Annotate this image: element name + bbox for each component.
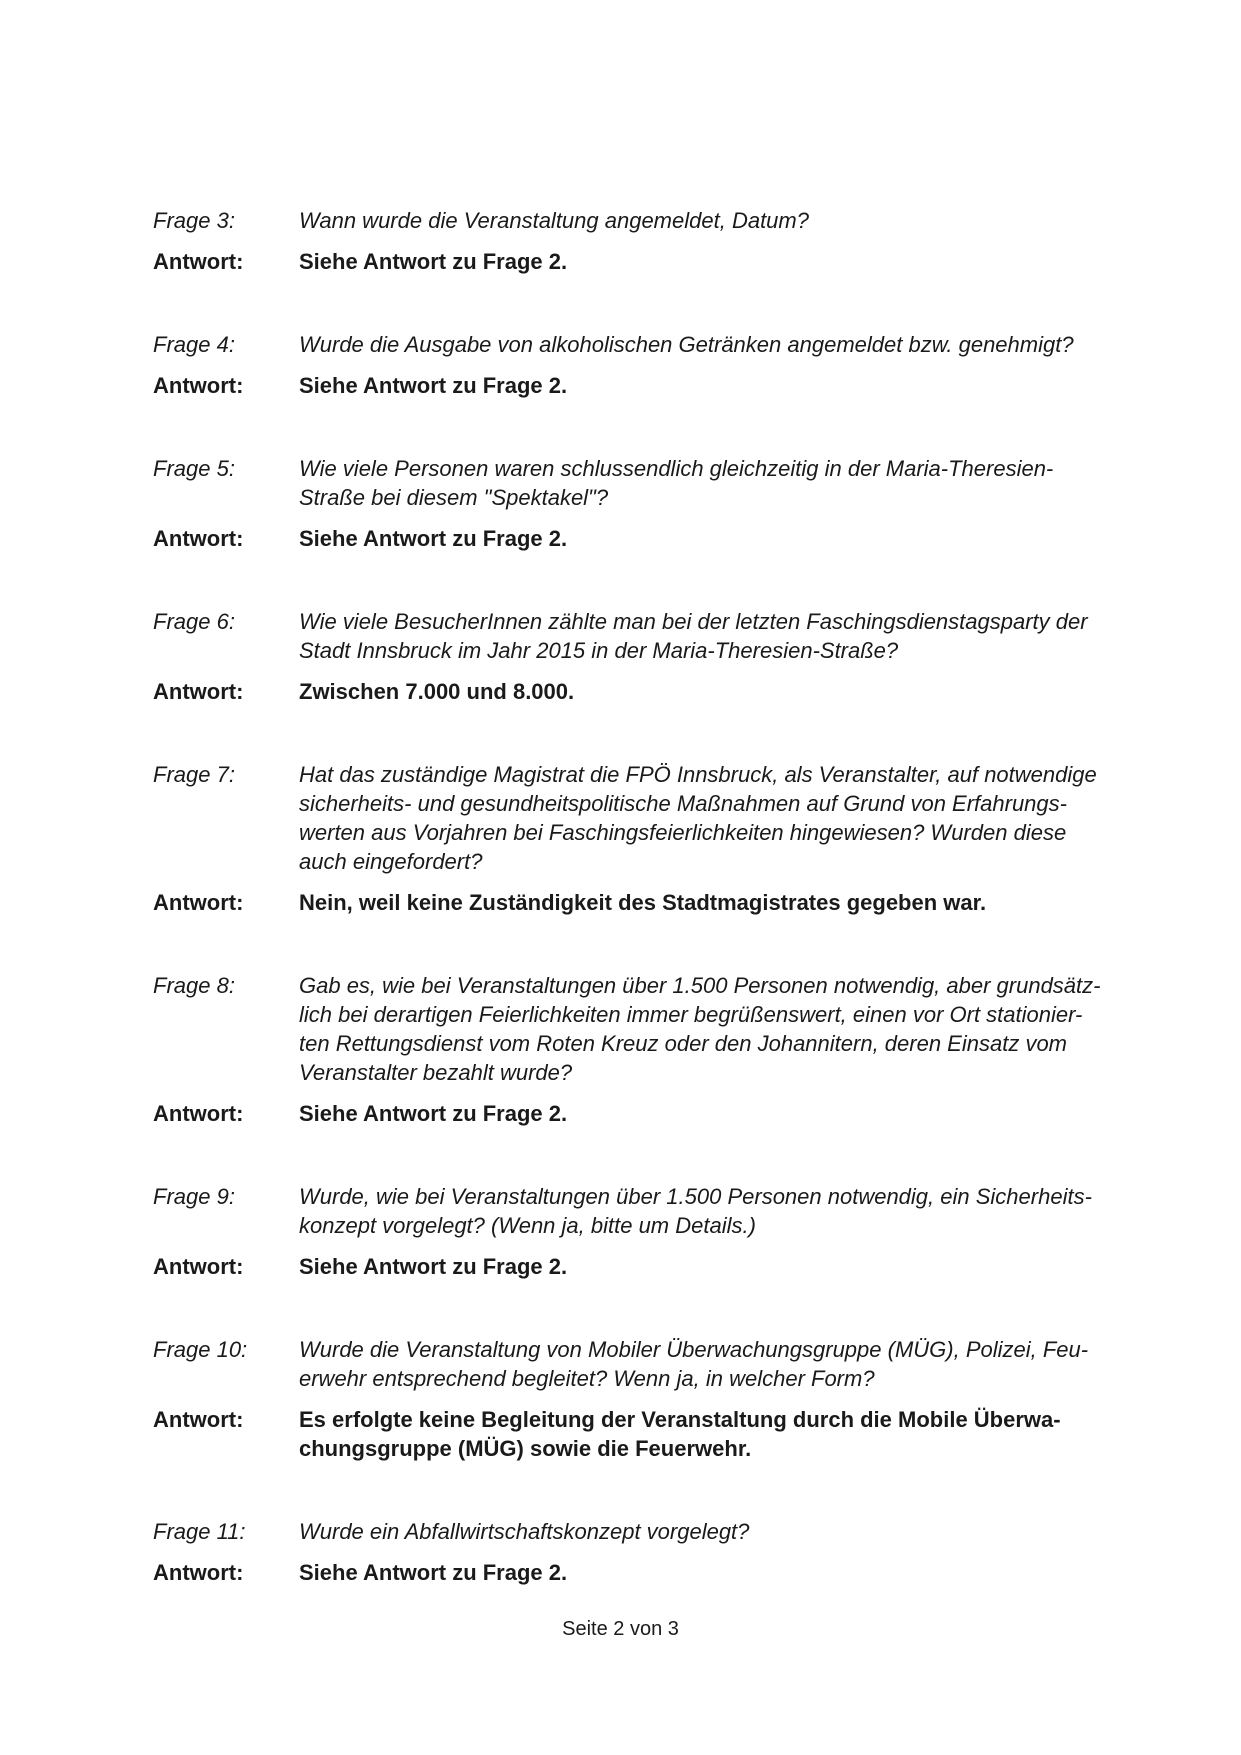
question-line: werten aus Vorjahren bei Faschingsfeierlichkeiten hingewiesen? Wurden diese	[299, 820, 1067, 845]
question-line: Hat das zuständige Magistrat die FPÖ Innsbruck, als Veranstalter, auf notwendige	[299, 762, 1097, 787]
question-line: Wurde ein Abfallwirtschaftskonzept vorgelegt?	[299, 1519, 750, 1544]
answer-line: Zwischen 7.000 und 8.000.	[299, 679, 575, 704]
qa-block-frage-7	[153, 760, 1143, 917]
answer-row	[153, 247, 1143, 276]
question-text	[299, 1182, 1143, 1240]
answer-row	[153, 1405, 1143, 1463]
answer-row	[153, 1252, 1143, 1281]
answer-line: chungsgruppe (MÜG) sowie die Feuerwehr.	[299, 1436, 752, 1461]
question-line: lich bei derartigen Feierlichkeiten immer begrüßenswert, einen vor Ort stationier-	[299, 1002, 1083, 1027]
question-line: auch eingefordert?	[299, 849, 483, 874]
qa-block-frage-3	[153, 206, 1143, 276]
question-text	[299, 760, 1143, 876]
question-label: Frage 4:	[153, 332, 235, 357]
answer-line: Siehe Antwort zu Frage 2.	[299, 373, 568, 398]
question-row	[153, 1182, 1143, 1240]
question-line: Wurde, wie bei Veranstaltungen über 1.500 Personen notwendig, ein Sicherheits-	[299, 1184, 1092, 1209]
answer-text	[299, 1099, 1143, 1128]
qa-block-frage-5	[153, 454, 1143, 553]
question-line: konzept vorgelegt? (Wenn ja, bitte um Details.)	[299, 1213, 756, 1238]
question-label: Frage 7:	[153, 762, 235, 787]
page-number-footer: Seite 2 von 3	[562, 1618, 679, 1640]
question-text	[299, 330, 1143, 359]
question-line: Veranstalter bezahlt wurde?	[299, 1060, 573, 1085]
answer-row	[153, 677, 1143, 706]
question-text	[299, 454, 1143, 512]
answer-row	[153, 371, 1143, 400]
answer-row	[153, 524, 1143, 553]
answer-text	[299, 371, 1143, 400]
answer-text	[299, 1558, 1143, 1587]
question-row	[153, 971, 1143, 1087]
qa-block-frage-6	[153, 607, 1143, 706]
qa-block-frage-4	[153, 330, 1143, 400]
qa-block-frage-8	[153, 971, 1143, 1128]
answer-label: Antwort:	[153, 526, 244, 551]
question-text	[299, 1335, 1143, 1393]
question-row	[153, 454, 1143, 512]
question-line: Straße bei diesem "Spektakel"?	[299, 485, 609, 510]
answer-line: Siehe Antwort zu Frage 2.	[299, 1101, 568, 1126]
question-label: Frage 5:	[153, 456, 235, 481]
qa-block-frage-11	[153, 1517, 1143, 1587]
question-line: Wurde die Veranstaltung von Mobiler Überwachungsgruppe (MÜG), Polizei, Feu-	[299, 1337, 1089, 1362]
question-text	[299, 1517, 1143, 1546]
question-row	[153, 1517, 1143, 1546]
question-row	[153, 760, 1143, 876]
answer-line: Siehe Antwort zu Frage 2.	[299, 1560, 568, 1585]
question-label: Frage 8:	[153, 973, 235, 998]
question-label: Frage 11:	[153, 1519, 246, 1544]
question-row	[153, 206, 1143, 235]
question-label: Frage 6:	[153, 609, 235, 634]
answer-text	[299, 247, 1143, 276]
answer-line: Siehe Antwort zu Frage 2.	[299, 526, 568, 551]
question-label: Frage 10:	[153, 1337, 248, 1362]
question-line: sicherheits- und gesundheitspolitische Maßnahmen auf Grund von Erfahrungs-	[299, 791, 1067, 816]
answer-line: Es erfolgte keine Begleitung der Veranstaltung durch die Mobile Überwa-	[299, 1407, 1061, 1432]
question-line: Wie viele Personen waren schlussendlich gleichzeitig in der Maria-Theresien-	[299, 456, 1054, 481]
question-line: Wie viele BesucherInnen zählte man bei der letzten Faschingsdienstagsparty der	[299, 609, 1088, 634]
answer-label: Antwort:	[153, 249, 244, 274]
question-text	[299, 971, 1143, 1087]
question-label: Frage 9:	[153, 1184, 235, 1209]
answer-line: Nein, weil keine Zuständigkeit des Stadtmagistrates gegeben war.	[299, 890, 987, 915]
answer-label: Antwort:	[153, 1560, 244, 1585]
question-row	[153, 1335, 1143, 1393]
answer-line: Siehe Antwort zu Frage 2.	[299, 249, 568, 274]
answer-line: Siehe Antwort zu Frage 2.	[299, 1254, 568, 1279]
answer-row	[153, 1558, 1143, 1587]
answer-row	[153, 888, 1143, 917]
answer-text	[299, 524, 1143, 553]
answer-text	[299, 888, 1143, 917]
answer-row	[153, 1099, 1143, 1128]
question-text	[299, 607, 1143, 665]
question-text	[299, 206, 1143, 235]
question-row	[153, 330, 1143, 359]
qa-block-frage-9	[153, 1182, 1143, 1281]
question-line: Wann wurde die Veranstaltung angemeldet, Datum?	[299, 208, 809, 233]
answer-label: Antwort:	[153, 890, 244, 915]
question-line: ten Rettungsdienst vom Roten Kreuz oder den Johannitern, deren Einsatz vom	[299, 1031, 1068, 1056]
answer-label: Antwort:	[153, 1254, 244, 1279]
question-line: Stadt Innsbruck im Jahr 2015 in der Maria-Theresien-Straße?	[299, 638, 899, 663]
answer-label: Antwort:	[153, 679, 244, 704]
answer-label: Antwort:	[153, 373, 244, 398]
answer-label: Antwort:	[153, 1101, 244, 1126]
answer-text	[299, 1252, 1143, 1281]
question-line: Gab es, wie bei Veranstaltungen über 1.500 Personen notwendig, aber grundsätz-	[299, 973, 1101, 998]
question-line: erwehr entsprechend begleitet? Wenn ja, in welcher Form?	[299, 1366, 875, 1391]
answer-text	[299, 1405, 1143, 1463]
answer-label: Antwort:	[153, 1407, 244, 1432]
qa-block-frage-10	[153, 1335, 1143, 1463]
question-line: Wurde die Ausgabe von alkoholischen Getränken angemeldet bzw. genehmigt?	[299, 332, 1074, 357]
question-row	[153, 607, 1143, 665]
question-label: Frage 3:	[153, 208, 235, 233]
answer-text	[299, 677, 1143, 706]
